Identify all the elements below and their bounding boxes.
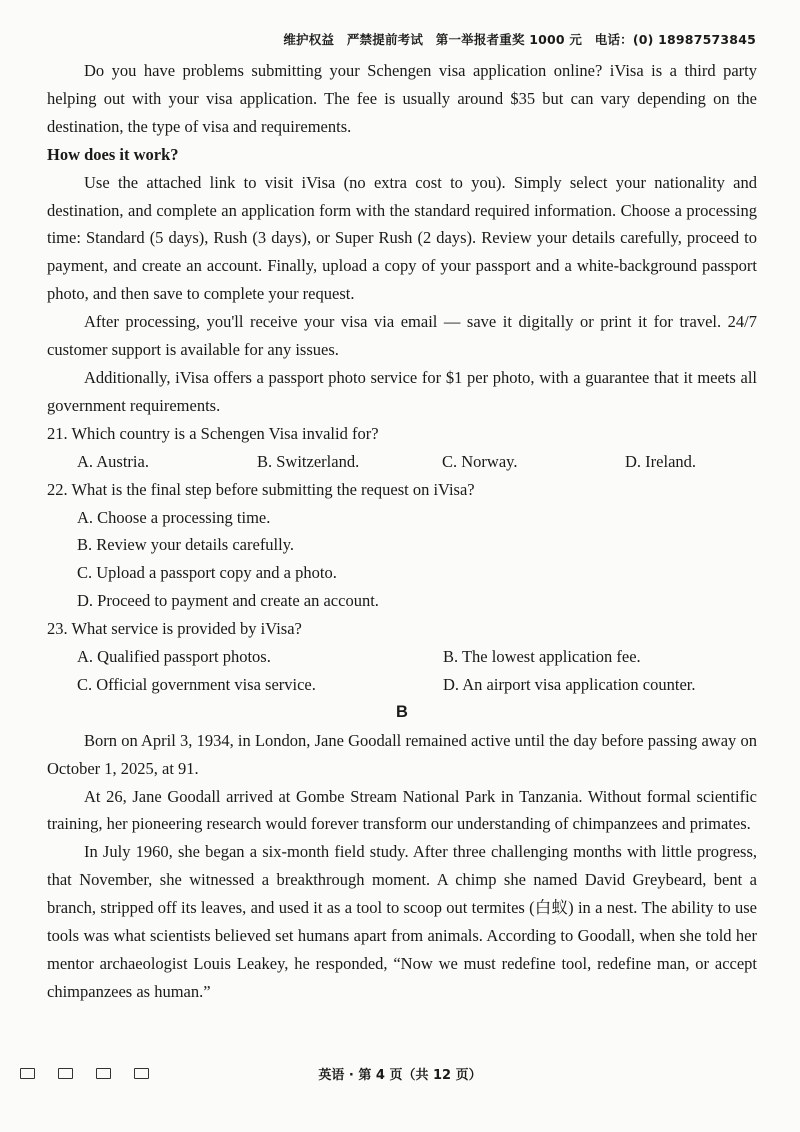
question-22-option-d: D. Proceed to payment and create an account. bbox=[77, 591, 379, 611]
question-23-option-c: C. Official government visa service. bbox=[77, 674, 316, 694]
page-footer bbox=[0, 1064, 800, 1088]
passage-a-paragraph-2: Use the attached link to visit iVisa (no extra cost to you). Simply select your nationality and destination, and complete an application form with the standard required information. Choose a processing time: Standard (5 days), Rush (3 days), or Super Rush (2 days). Review your details carefully, proceed to payment, and create an account. Finally, upload a copy of your passport and a white-background passport photo, and then save to complete your request. bbox=[47, 172, 757, 304]
question-21-option-d: D. Ireland. bbox=[625, 451, 697, 471]
passage-b-paragraph-2: At 26, Jane Goodall arrived at Gombe Stream National Park in Tanzania. Without formal scientific training, her pioneering research would forever transform our understanding of chimpanzees and primates. bbox=[47, 786, 757, 834]
question-23-option-b: B. The lowest application fee. bbox=[443, 647, 641, 667]
passage-b-paragraph-1: Born on April 3, 1934, in London, Jane Goodall remained active until the day before passing away on October 1, 2025, at 91. bbox=[47, 730, 757, 778]
page-header-notice: 维护权益 严禁提前考试 第一举报者重奖 1000 元 电话：(0) 18987573845 bbox=[283, 32, 756, 47]
passage-b-label: B bbox=[396, 702, 408, 721]
question-23-stem: 23. What service is provided by iVisa? bbox=[47, 619, 302, 639]
question-21-option-c: C. Norway. bbox=[442, 451, 518, 471]
passage-a-paragraph-4: Additionally, iVisa offers a passport photo service for $1 per photo, with a guarantee that it meets all government requirements. bbox=[47, 367, 757, 415]
page-number-label: 英语 · 第 4 页（共 12 页） bbox=[318, 1068, 482, 1083]
question-21-options bbox=[47, 448, 757, 476]
question-22-option-a: A. Choose a processing time. bbox=[77, 507, 271, 527]
question-22-stem: 22. What is the final step before submitting the request on iVisa? bbox=[47, 479, 475, 499]
question-23-options-row-1 bbox=[47, 643, 757, 671]
question-23-option-d: D. An airport visa application counter. bbox=[443, 674, 696, 694]
passage-a-paragraph-3: After processing, you'll receive your visa via email — save it digitally or print it for travel. 24/7 customer support is available for any issues. bbox=[47, 312, 757, 360]
question-21-option-b: B. Switzerland. bbox=[257, 451, 360, 471]
passage-a-heading: How does it work? bbox=[47, 144, 179, 164]
question-23-options-row-2 bbox=[47, 671, 757, 699]
question-21-stem: 21. Which country is a Schengen Visa invalid for? bbox=[47, 423, 379, 443]
question-23-option-a: A. Qualified passport photos. bbox=[77, 647, 271, 667]
exam-page-content bbox=[47, 57, 757, 1006]
passage-a-paragraph-1: Do you have problems submitting your Schengen visa application online? iVisa is a third party helping out with your visa application. The fee is usually around $35 but can vary depending on the destination, the type of visa and requirements. bbox=[47, 61, 757, 136]
passage-b-paragraph-3: In July 1960, she began a six-month field study. After three challenging months with little progress, that November, she witnessed a breakthrough moment. A chimp she named David Greybeard, bent a branch, stripped off its leaves, and used it as a tool to scoop out termites (白蚁) in a nest. The ability to use tools was what scientists believed set humans apart from animals. According to Goodall, when she told her mentor archaeologist Louis Leakey, he responded, “Now we must redefine tool, redefine man, or accept chimpanzees as human.” bbox=[47, 842, 757, 1001]
question-22-option-c: C. Upload a passport copy and a photo. bbox=[77, 563, 337, 583]
question-21-option-a: A. Austria. bbox=[77, 451, 149, 471]
question-22-option-b: B. Review your details carefully. bbox=[77, 535, 295, 555]
